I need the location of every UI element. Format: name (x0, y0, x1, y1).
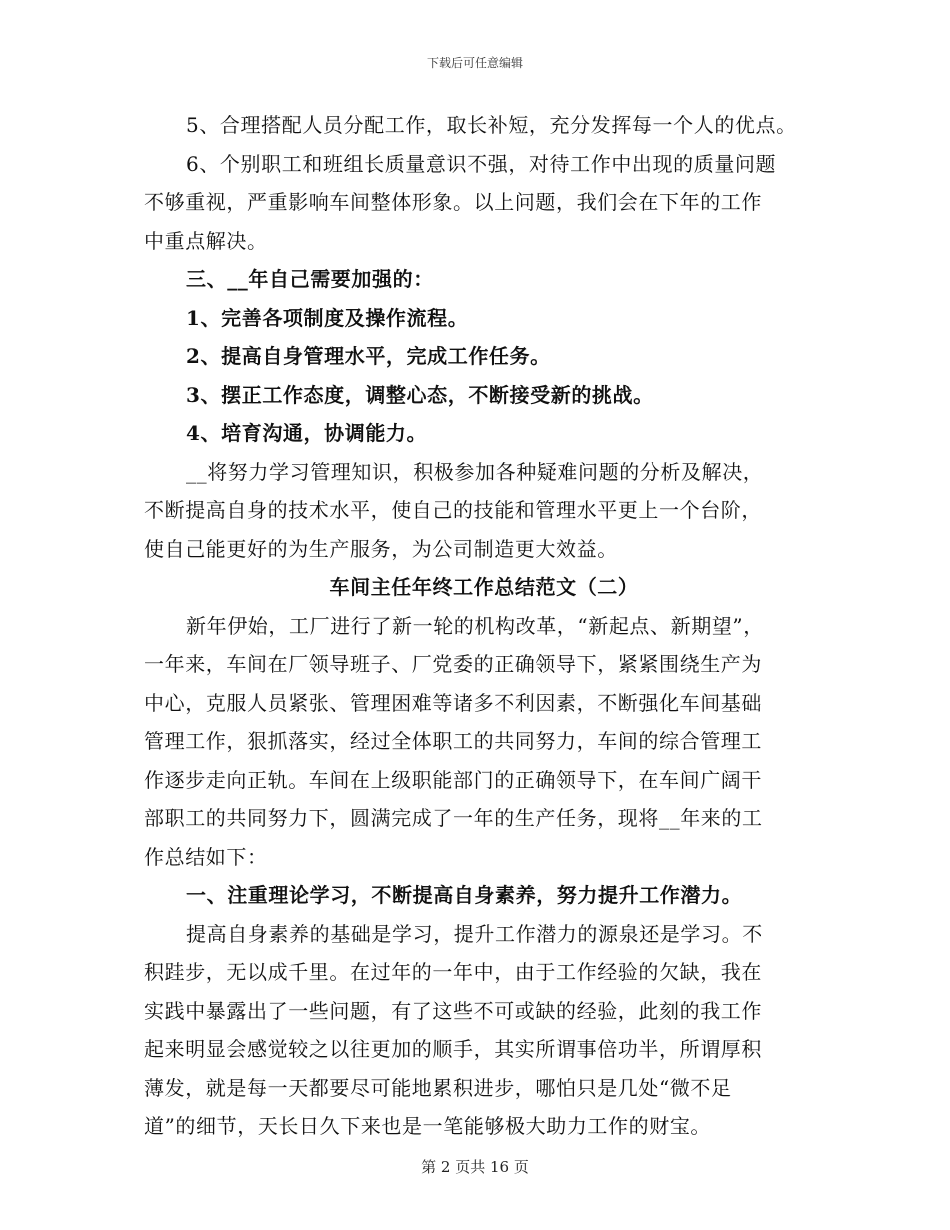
text-line: 实践中暴露出了一些问题，有了这些不可或缺的经验，此刻的我工作 (144, 998, 762, 1023)
text-line: 提高自身素养的基础是学习，提升工作潜力的源泉还是学习。不 (186, 921, 763, 946)
text-line: 部职工的共同努力下，圆满完成了一年的生产任务，现将__年来的工 (144, 806, 763, 830)
text-line: 作逐步走向正轨。车间在上级职能部门的正确领导下，在车间广阔干 (144, 767, 762, 792)
text-line: 起来明显会感觉较之以往更加的顺手，其实所谓事倍功半，所谓厚积 (144, 1037, 762, 1061)
text-line: __将努力学习管理知识，积极参加各种疑难问题的分析及解决， (186, 459, 764, 484)
text-line: 积跬步，无以成千里。在过年的一年中，由于工作经验的欠缺，我在 (144, 960, 762, 984)
bold-text-line: 一、注重理论学习，不断提高自身素养，努力提升工作潜力。 (186, 883, 743, 907)
text-line: 新年伊始，工厂进行了新一轮的机构改革，“新起点、新期望”， (186, 613, 764, 638)
text-line: 使自己能更好的为生产服务，为公司制造更大效益。 (144, 536, 618, 561)
bold-text-line: 3、摆正工作态度，调整心态，不断接受新的挑战。 (186, 382, 654, 407)
header-note: 下载后可任意编辑 (426, 56, 523, 70)
text-line: 中心，克服人员紧张、管理困难等诸多不利因素，不断强化车间基础 (144, 690, 762, 715)
bold-text-line: 2、提高自身管理水平，完成工作任务。 (186, 344, 551, 368)
text-line: 不够重视，严重影响车间整体形象。以上问题，我们会在下年的工作 (144, 190, 762, 214)
bold-text-line: 三、__年自己需要加强的： (186, 267, 434, 291)
text-line: 道”的细节，天长日久下来也是一笔能够极大助力工作的财宝。 (144, 1114, 712, 1138)
text-line: 管理工作，狠抓落实，经过全体职工的共同努力，车间的综合管理工 (144, 729, 762, 753)
section-heading: 车间主任年终工作总结范文（二） (329, 575, 639, 599)
text-line: 不断提高自身的技术水平，使自己的技能和管理水平更上一个台阶， (144, 498, 762, 522)
bold-text-line: 4、培育沟通，协调能力。 (186, 421, 428, 445)
page-number-footer: 第 2 页共 16 页 (421, 1158, 529, 1176)
document-body (144, 106, 824, 1146)
text-line: 6、个别职工和班组长质量意识不强，对待工作中出现的质量问题 (186, 151, 777, 176)
text-line: 薄发，就是每一天都要尽可能地累积进步，哪怕只是几处“微不足 (144, 1075, 732, 1100)
text-line: 中重点解决。 (144, 228, 268, 253)
text-line: 一年来，车间在厂领导班子、厂党委的正确领导下，紧紧围绕生产为 (144, 652, 762, 676)
bold-text-line: 1、完善各项制度及操作流程。 (186, 305, 469, 330)
text-line: 5、合理搭配人员分配工作，取长补短，充分发挥每一个人的优点。 (186, 113, 797, 137)
text-line: 作总结如下： (144, 844, 268, 869)
